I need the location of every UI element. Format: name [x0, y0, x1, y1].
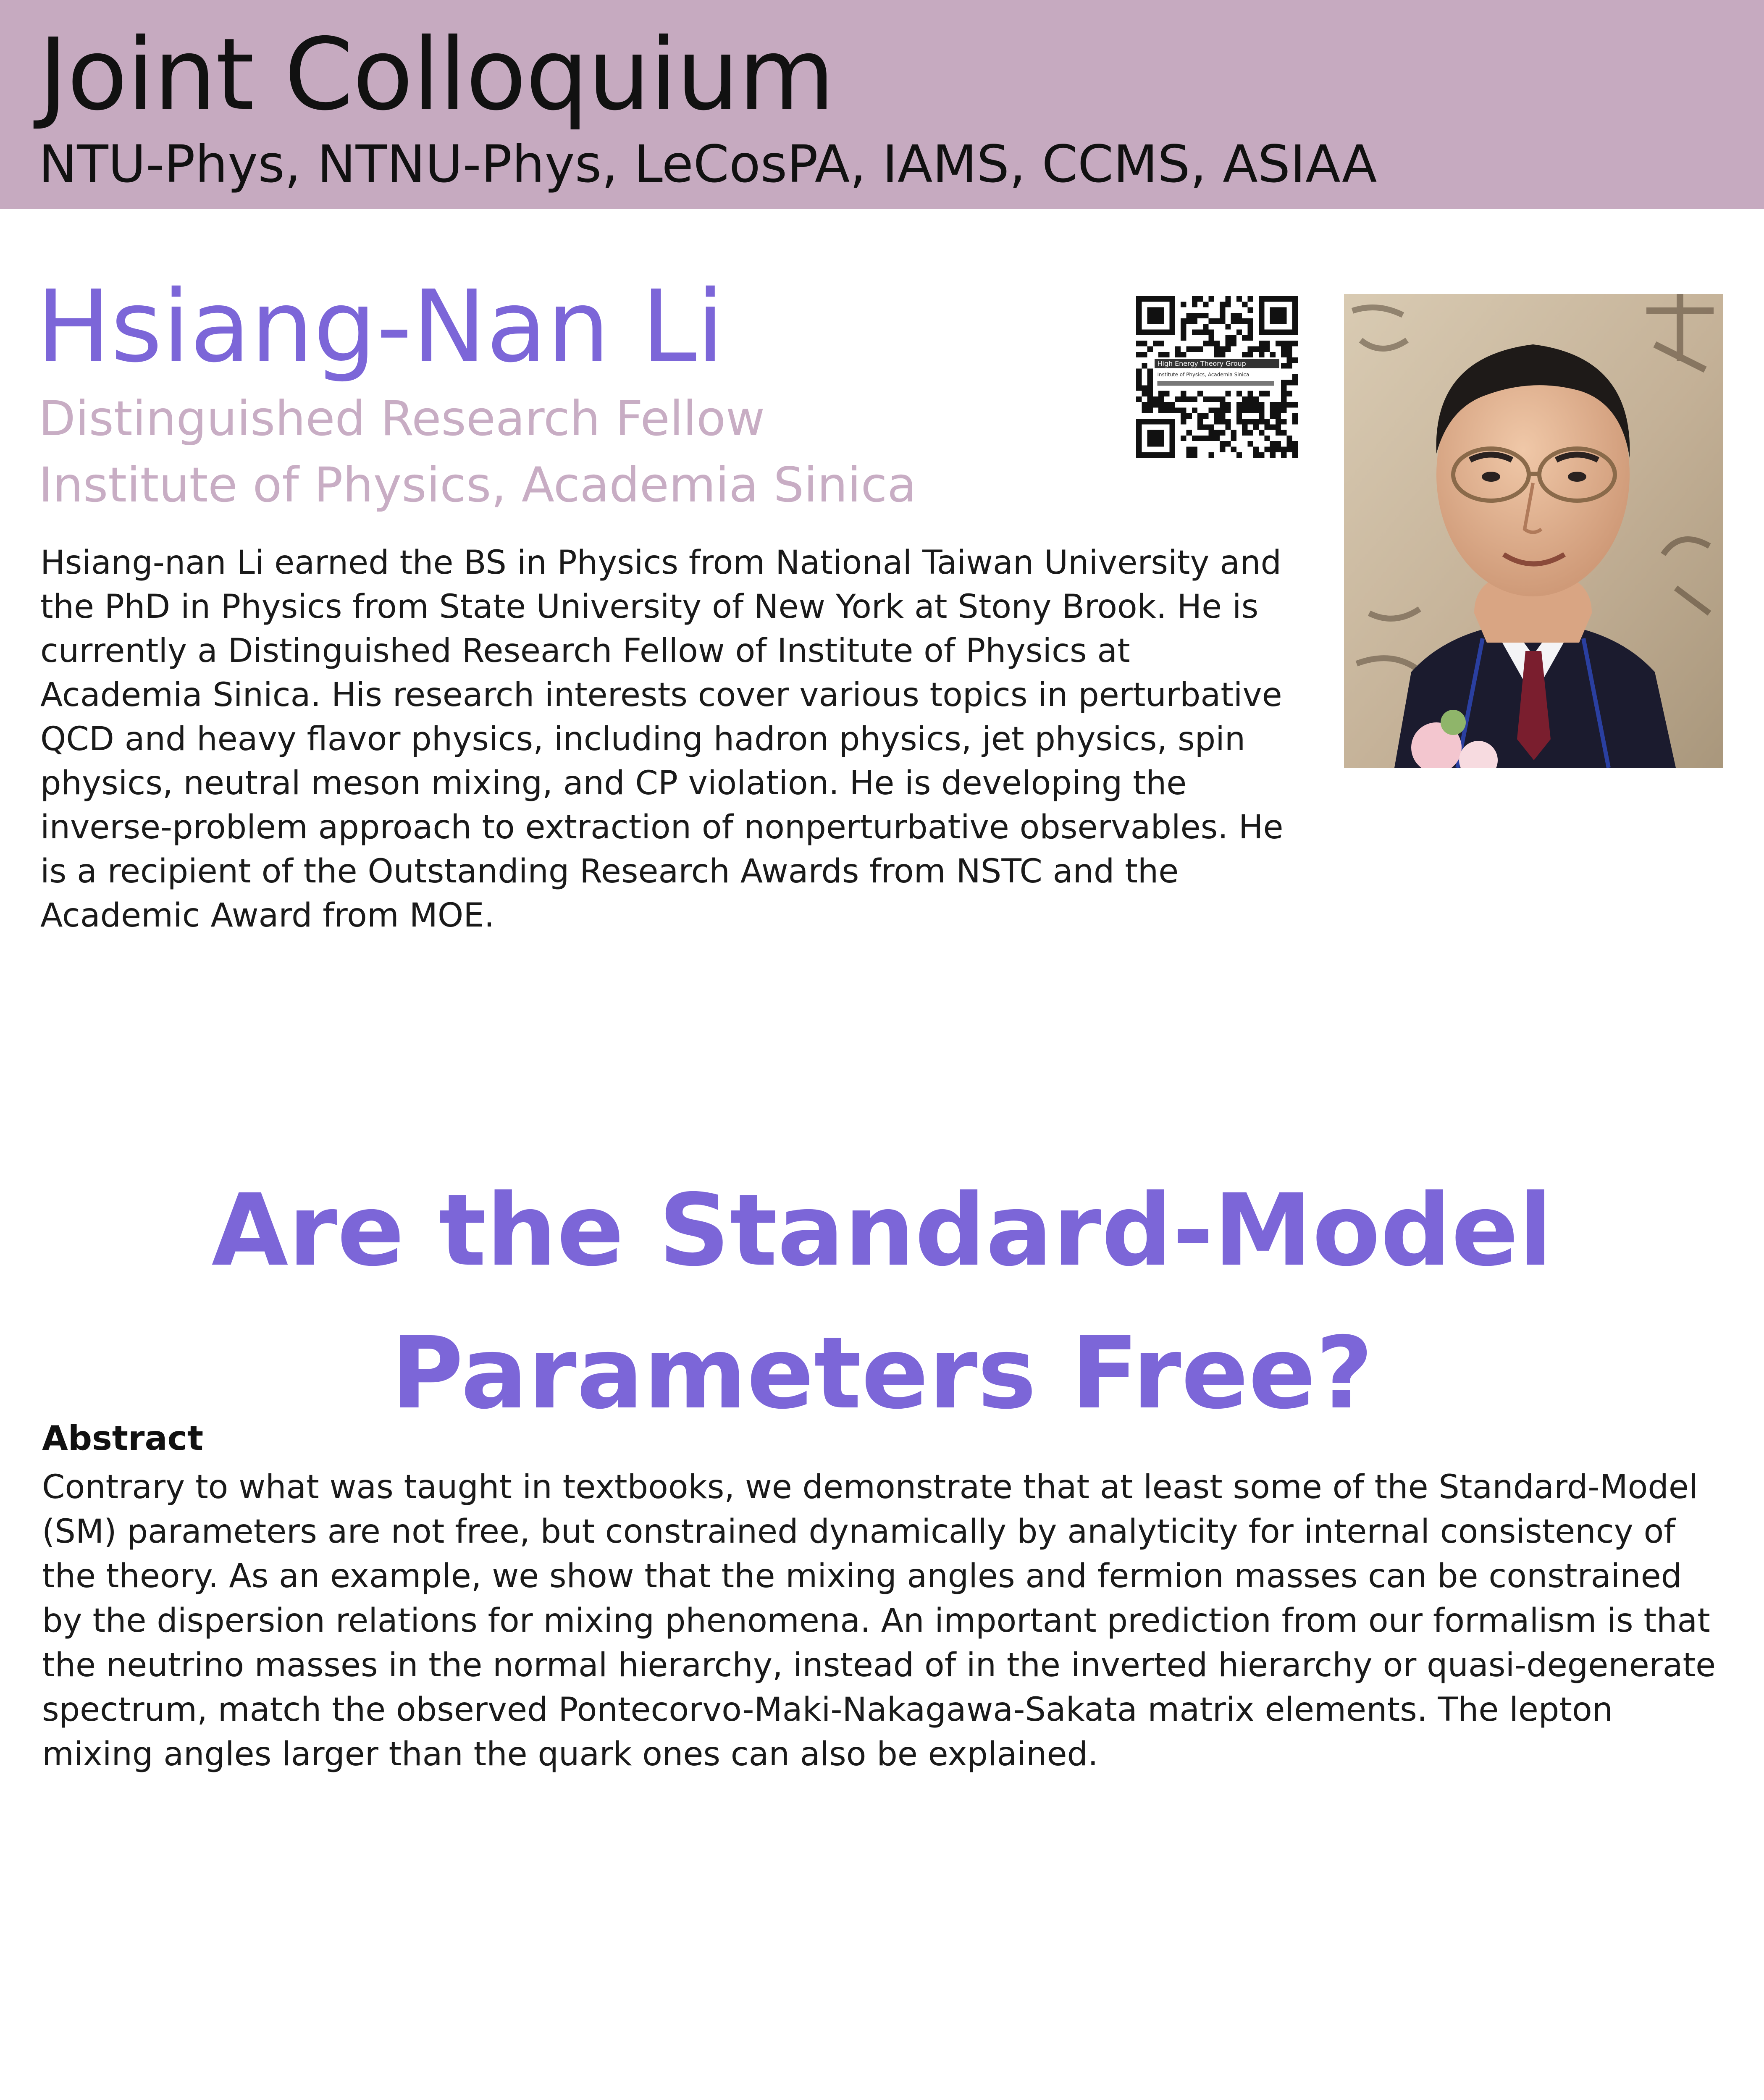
colloquium-title: Joint Colloquium	[39, 17, 834, 132]
talk-title: Are the Standard-Model Parameters Free?	[211, 1173, 1553, 1431]
qr-caption-line1: High Energy Theory Group	[1157, 359, 1246, 368]
speaker-position: Distinguished Research Fellow	[39, 391, 765, 446]
speaker-institute: Institute of Physics, Academia Sinica	[39, 457, 917, 513]
header-banner	[0, 0, 1764, 209]
speaker-portrait	[1344, 294, 1723, 768]
qr-caption-line2	[1157, 372, 1249, 378]
abstract-heading: Abstract	[42, 1419, 204, 1458]
group-qr-code-icon[interactable]	[1136, 296, 1298, 458]
abstract-text: Contrary to what was taught in textbooks, we demonstrate that at least some of the Standard-Model (SM) parameters are not free, but constrained dynamically by analyticity for internal consistency of the theory. As an example, we show that the mixing angles and fermion masses can be constrained by the dispersion relations for mixing phenomena. An important prediction from our formalism is that the neutrino masses in the normal hierarchy, instead of in the inverted hierarchy or quasi-degenerate spectrum, match the observed Pontecorvo-Maki-Nakagawa-Sakata matrix elements. The lepton mixing angles larger than the quark ones can also be explained.	[42, 1468, 1716, 1773]
host-institutions: NTU-Phys, NTNU-Phys, LeCosPA, IAMS, CCMS, ASIAA	[39, 134, 1377, 194]
speaker-bio: Hsiang-nan Li earned the BS in Physics from National Taiwan University and the PhD in Physics from State University of New York at Stony Brook. He is currently a Distinguished Research Fellow of Institute of Physics at Academia Sinica. His research interests cover various topics in perturbative QCD and heavy flavor physics, including hadron physics, jet physics, spin physics, neutral meson mixing, and CP violation. He is developing the inverse-problem approach to extraction of nonperturbative observables. He is a recipient of the Outstanding Research Awards from NSTC and the Academic Award from MOE.	[40, 544, 1284, 934]
speaker-name: Hsiang-Nan Li	[36, 269, 724, 384]
